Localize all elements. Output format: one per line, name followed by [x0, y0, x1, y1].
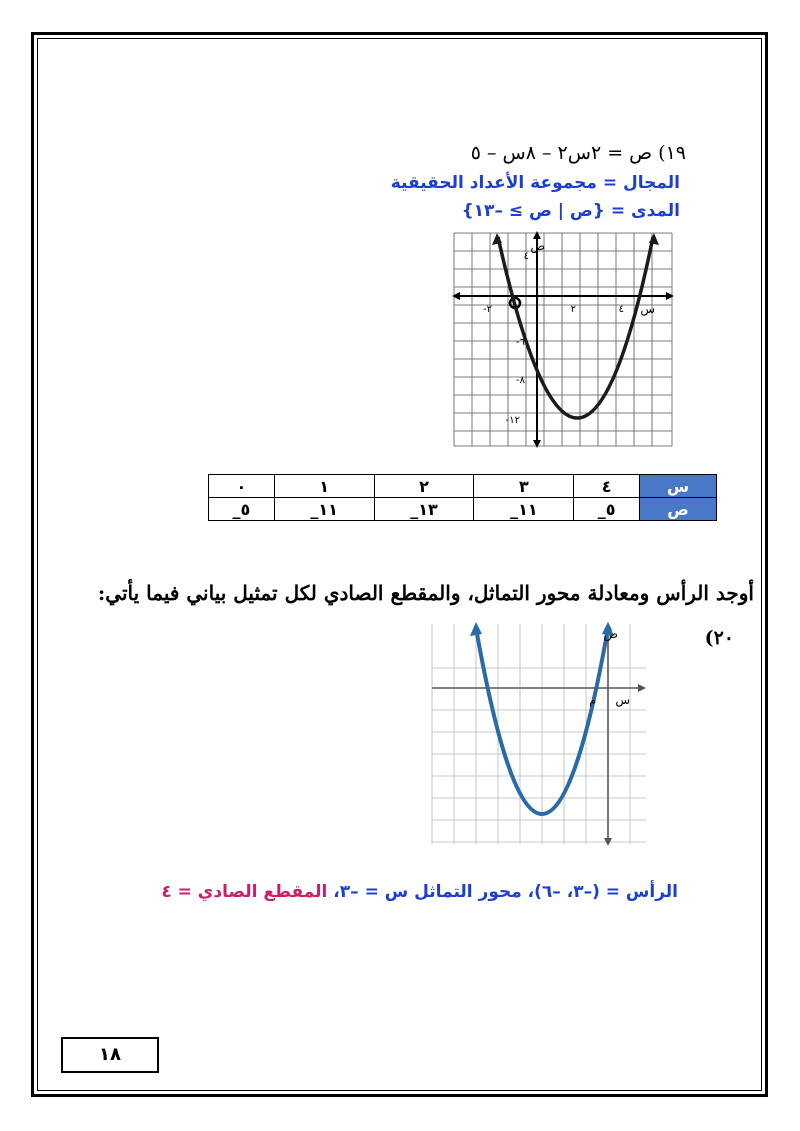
y-axis-arrow-up [533, 231, 541, 239]
q19-equation: ١٩) ص = ٢س٢ – ٨س – ٥ [470, 142, 686, 164]
table-header-y: ص [640, 498, 717, 521]
graph-grid [432, 624, 646, 844]
q20-graph [430, 620, 648, 848]
q19-range: المدى = {ص | ص ≥ –١٣} [461, 201, 680, 221]
y-axis-arrow-down [533, 440, 541, 448]
q19-domain: المجال = مجموعة الأعداد الحقيقية [390, 173, 680, 193]
table-cell: ٣ [474, 475, 574, 498]
tick-y-neg12: ١٢- [505, 415, 520, 426]
tick-y-neg8: ٨- [516, 375, 525, 386]
values-table [208, 474, 717, 521]
table-cell: ٢ [374, 475, 474, 498]
graph-grid [454, 233, 672, 446]
tick-x-2: ٢ [570, 304, 576, 315]
q19-graph [450, 229, 676, 450]
y-axis-label: ص [603, 627, 618, 641]
answer-vertex-axis: الرأس = (–٣، –٦)، محور التماثل س = –٣، [327, 882, 678, 902]
table-row-x [209, 475, 717, 498]
table-cell: ٠ [209, 475, 275, 498]
x-axis-label: س [640, 302, 655, 316]
instruction-text: أوجد الرأس ومعادلة محور التماثل، والمقطع الصادي لكل تمثيل بياني فيما يأتي: [97, 581, 754, 605]
x-axis-arrow-right [666, 292, 674, 300]
x-axis-arrow-left [452, 292, 460, 300]
q20-number: ٢٠) [704, 627, 734, 649]
x-axis-label: س [615, 693, 630, 707]
table-cell: ٥_ [574, 498, 640, 521]
table-cell: ١٣_ [374, 498, 474, 521]
table-cell: ١١_ [474, 498, 574, 521]
q20-answer [161, 882, 678, 902]
curve-arrow-left [470, 622, 482, 636]
x-axis-arrow [638, 684, 646, 692]
table-header-x: س [640, 475, 717, 498]
parabola-curve [498, 237, 653, 418]
tick-x-4: ٤ [618, 304, 624, 315]
table-cell: ٤ [574, 475, 640, 498]
curve-arrow-right [649, 233, 659, 245]
tick-y-neg6: ٦- [516, 337, 525, 348]
curve-arrow-left [492, 233, 502, 245]
table-cell: ١١_ [274, 498, 374, 521]
table-cell: ٥_ [209, 498, 275, 521]
y-axis-label: ص [530, 239, 545, 253]
page-border-inner [37, 38, 762, 1091]
table-row-y [209, 498, 717, 521]
tick-y-4: ٤ [523, 251, 529, 262]
answer-y-intercept: المقطع الصادي = ٤ [161, 882, 328, 902]
table-cell: ١ [274, 475, 374, 498]
tick-x-neg2: ٢- [483, 304, 492, 315]
page-number: ١٨ [61, 1037, 159, 1073]
origin-label: م [589, 694, 596, 707]
